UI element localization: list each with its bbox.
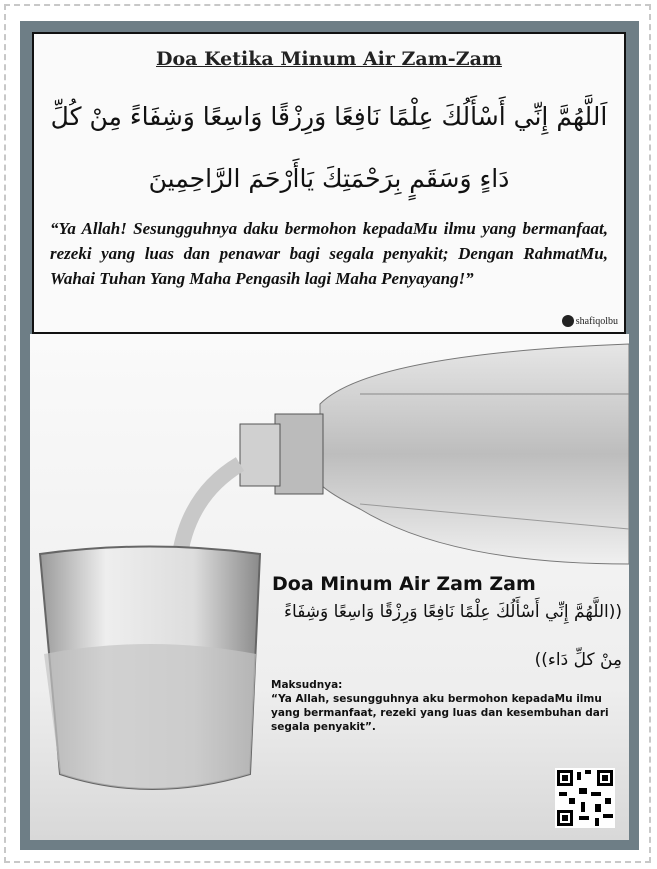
meaning-text: “Ya Allah, sesungguhnya aku bermohon kepadaMu ilmu yang bermanfaat, rezeki yang luas dan kesembuhan dari segala penyakit”. [271,693,609,733]
prayer-translation: “Ya Allah! Sesungguhnya daku bermohon kepadaMu ilmu yang bermanfaat, rezeki yang luas dan penawar bagi segala penyakit; Dengan RahmatMu, Wahai Tuhan Yang Maha Pengasih lagi Maha Penyayang!” [50,219,608,288]
meaning-block [271,678,621,734]
meaning-label: Maksudnya: [271,679,343,691]
glass [40,547,260,790]
card-title: Doa Ketika Minum Air Zam-Zam [156,48,502,70]
arabic-prayer-short-line-1: ((اللَّهُمَّ إِنِّي أَسْأَلُكَ عِلْمًا نَافِعًا وَرِزْقًا وَاسِعًا وَشِفَاءً [284,602,622,622]
arabic-prayer-line-1: اَللَّهُمَّ إِنِّي أَسْأَلُكَ عِلْمًا نَافِعًا وَرِزْقًا وَاسِعًا وَشِفَاءً مِنْ كُلِّ [50,102,608,131]
arabic-prayer-short-line-2: مِنْ كلِّ دَاء)) [534,650,622,670]
arabic-prayer-line-2: دَاءٍ وَسَقَمٍ بِرَحْمَتِكَ يَاأَرْحَمَ الرَّاحِمِينَ [148,164,510,193]
qr-code [555,768,615,828]
section-heading: Doa Minum Air Zam Zam [272,573,536,595]
brand-logo [562,315,618,327]
prayer-card [32,32,626,334]
brand-name: shafiqolbu [575,315,618,327]
bottle [240,344,629,564]
brand-icon [562,315,574,327]
